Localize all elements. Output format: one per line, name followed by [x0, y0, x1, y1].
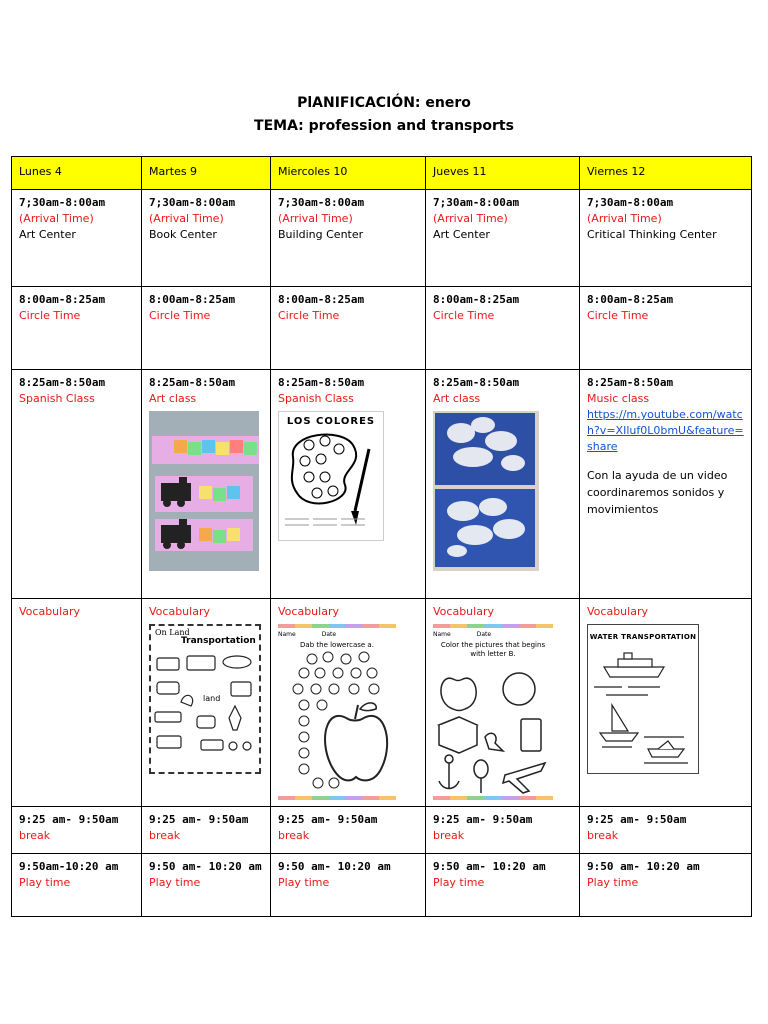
activity-label: (Arrival Time) [19, 212, 94, 225]
time-range: 8:25am-8:50am [149, 376, 236, 389]
worksheet-title: Transportation [181, 636, 256, 646]
class-cell [271, 370, 426, 599]
land-transportation-worksheet [149, 624, 261, 774]
weekly-plan-table [11, 156, 752, 917]
class-cell [142, 370, 271, 599]
playtime-cell [142, 854, 271, 917]
activity-label: Play time [278, 876, 330, 889]
document-header [0, 92, 768, 138]
time-range: 7;30am-8:00am [149, 196, 236, 209]
activity-label: Art class [433, 392, 481, 405]
table-header-row [12, 157, 752, 190]
activity-label: break [433, 829, 465, 842]
time-range: 9:50 am- 10:20 am [278, 860, 391, 873]
time-range: 8:25am-8:50am [278, 376, 365, 389]
activity-label: Vocabulary [587, 605, 648, 618]
activity-label: Vocabulary [19, 605, 80, 618]
activity-label: Play time [149, 876, 201, 889]
class-cell [426, 370, 580, 599]
activity-label: Circle Time [587, 309, 649, 322]
time-range: 8:00am-8:25am [278, 293, 365, 306]
activity-label: Play time [19, 876, 71, 889]
time-range: 9:50 am- 10:20 am [587, 860, 700, 873]
circle-cell [580, 287, 752, 370]
table-row [12, 190, 752, 287]
activity-label: Vocabulary [433, 605, 494, 618]
vocabulary-cell [142, 599, 271, 807]
vocabulary-cell [580, 599, 752, 807]
vocabulary-cell [271, 599, 426, 807]
time-range: 8:00am-8:25am [433, 293, 520, 306]
music-class-note: Con la ayuda de un video coordinaremos sonidos y movimientos [587, 469, 728, 516]
dab-letter-a-worksheet [278, 624, 396, 800]
center-name: Art Center [19, 228, 76, 241]
water-transportation-worksheet [587, 624, 699, 774]
time-range: 9:50 am- 10:20 am [149, 860, 262, 873]
circle-cell [12, 287, 142, 370]
break-cell [271, 807, 426, 854]
circle-cell [142, 287, 271, 370]
center-name: Art Center [433, 228, 490, 241]
table-row [12, 854, 752, 917]
time-range: 7;30am-8:00am [433, 196, 520, 209]
activity-label: Circle Time [19, 309, 81, 322]
time-range: 9:25 am- 9:50am [587, 813, 687, 826]
time-range: 7;30am-8:00am [587, 196, 674, 209]
time-range: 8:25am-8:50am [587, 376, 674, 389]
day-header: Martes 9 [142, 157, 271, 190]
colors-worksheet [278, 411, 384, 541]
table-row [12, 599, 752, 807]
page-title: PlANIFICACIÓN: enero [297, 95, 471, 111]
day-header: Viernes 12 [580, 157, 752, 190]
day-header: Jueves 11 [426, 157, 580, 190]
time-range: 9:25 am- 9:50am [149, 813, 249, 826]
arrival-cell [12, 190, 142, 287]
playtime-cell [426, 854, 580, 917]
activity-label: Circle Time [433, 309, 495, 322]
day-header: Lunes 4 [12, 157, 142, 190]
activity-label: Vocabulary [149, 605, 210, 618]
time-range: 7;30am-8:00am [278, 196, 365, 209]
break-cell [426, 807, 580, 854]
worksheet-instruction: Dab the lowercase a. [300, 641, 374, 649]
activity-label: Play time [587, 876, 639, 889]
center-name: Building Center [278, 228, 364, 241]
train-name-craft-photo [149, 411, 264, 571]
color-stripe [278, 624, 396, 628]
activity-label: break [587, 829, 619, 842]
activity-label: (Arrival Time) [278, 212, 353, 225]
class-cell [580, 370, 752, 599]
time-range: 9:50 am- 10:20 am [433, 860, 546, 873]
activity-label: (Arrival Time) [149, 212, 224, 225]
time-range: 8:00am-8:25am [19, 293, 106, 306]
time-range: 9:25 am- 9:50am [278, 813, 378, 826]
time-range: 8:00am-8:25am [149, 293, 236, 306]
playtime-cell [271, 854, 426, 917]
page-theme: TEMA: profession and transports [254, 118, 514, 134]
playtime-cell [12, 854, 142, 917]
time-range: 9:25 am- 9:50am [433, 813, 533, 826]
letter-b-worksheet [433, 624, 553, 800]
activity-label: (Arrival Time) [433, 212, 508, 225]
activity-label: Spanish Class [278, 392, 354, 405]
time-range: 8:25am-8:50am [433, 376, 520, 389]
activity-label: Vocabulary [278, 605, 339, 618]
youtube-link[interactable]: https://m.youtube.com/watch?v=XIluf0L0bmU&feature=share [587, 408, 744, 453]
time-range: 9:50am-10:20 am [19, 860, 119, 873]
worksheet-title: On Land [155, 628, 190, 637]
arrival-cell [271, 190, 426, 287]
activity-label: Music class [587, 392, 650, 405]
name-field-label: Name [433, 631, 451, 638]
date-field-label: Date [476, 631, 492, 638]
worksheet-title: WATER TRANSPORTATION [589, 633, 697, 641]
activity-label: (Arrival Time) [587, 212, 662, 225]
day-header: Miercoles 10 [271, 157, 426, 190]
vocabulary-cell [426, 599, 580, 807]
arrival-cell [426, 190, 580, 287]
time-range: 8:00am-8:25am [587, 293, 674, 306]
table-row [12, 807, 752, 854]
activity-label: break [149, 829, 181, 842]
center-name: Critical Thinking Center [587, 228, 717, 241]
activity-label: Play time [433, 876, 485, 889]
color-stripe [433, 796, 553, 800]
break-cell [580, 807, 752, 854]
time-range: 7;30am-8:00am [19, 196, 106, 209]
arrival-cell [580, 190, 752, 287]
worksheet-instruction: Color the pictures that begins with letter B. [440, 641, 546, 658]
worksheet-word: land [203, 694, 221, 703]
cotton-art-photo [433, 411, 573, 571]
break-cell [142, 807, 271, 854]
center-name: Book Center [149, 228, 217, 241]
activity-label: Circle Time [278, 309, 340, 322]
arrival-cell [142, 190, 271, 287]
circle-cell [426, 287, 580, 370]
activity-label: Art class [149, 392, 197, 405]
name-field-label: Name [278, 631, 296, 638]
table-row [12, 287, 752, 370]
colors-worksheet-title: LOS COLORES [286, 416, 376, 427]
color-stripe [278, 796, 396, 800]
time-range: 9:25 am- 9:50am [19, 813, 119, 826]
activity-label: break [19, 829, 51, 842]
circle-cell [271, 287, 426, 370]
break-cell [12, 807, 142, 854]
playtime-cell [580, 854, 752, 917]
date-field-label: Date [321, 631, 337, 638]
time-range: 8:25am-8:50am [19, 376, 106, 389]
color-stripe [433, 624, 553, 628]
table-row [12, 370, 752, 599]
class-cell [12, 370, 142, 599]
vocabulary-cell [12, 599, 142, 807]
activity-label: Spanish Class [19, 392, 95, 405]
activity-label: break [278, 829, 310, 842]
activity-label: Circle Time [149, 309, 211, 322]
